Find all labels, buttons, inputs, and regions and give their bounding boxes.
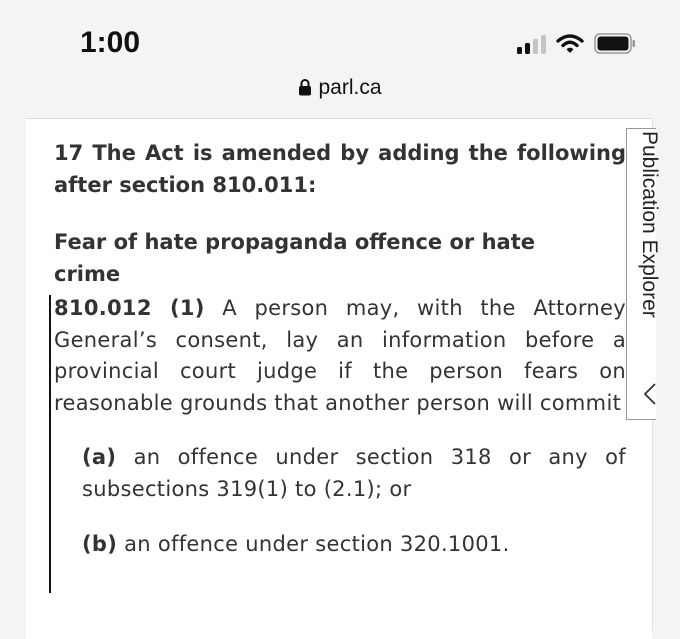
publication-explorer-label: Publication Explorer [638,131,661,318]
paragraph-a [82,442,626,505]
address-bar[interactable] [0,76,680,118]
paragraph-a-label: (a) [82,445,117,469]
chevron-left-icon[interactable] [643,382,657,406]
url-display[interactable] [0,76,680,100]
signal-icon [517,34,546,54]
lock-icon [298,78,312,96]
document-content [54,138,626,561]
amendment-intro: 17 The Act is amended by adding the following after section 810.011: [54,141,626,197]
wifi-icon [556,33,584,54]
status-bar [0,0,680,76]
url-text: parl.ca [318,76,382,99]
section-paragraph [54,293,626,419]
battery-icon [594,33,636,54]
paragraph-b [82,529,626,561]
paragraph-b-text: an offence under section 320.1001. [124,532,510,556]
status-icons [517,33,636,54]
paragraph-b-label: (b) [82,532,118,556]
section-810-012 [54,293,626,561]
change-bar [49,295,51,593]
status-time: 1:00 [80,26,141,59]
paragraph-a-text: an offence under section 318 or any of subsections 319(1) to (2.1); or [82,445,626,501]
section-heading: Fear of hate propaganda offence or hate crime [54,230,535,286]
section-text: A person may, with the Attorney General’s consent, lay an information before a provincial court judge if the person fears on reasonable grounds that another person will commit [54,296,626,415]
section-number: 810.012 (1) [54,296,205,320]
